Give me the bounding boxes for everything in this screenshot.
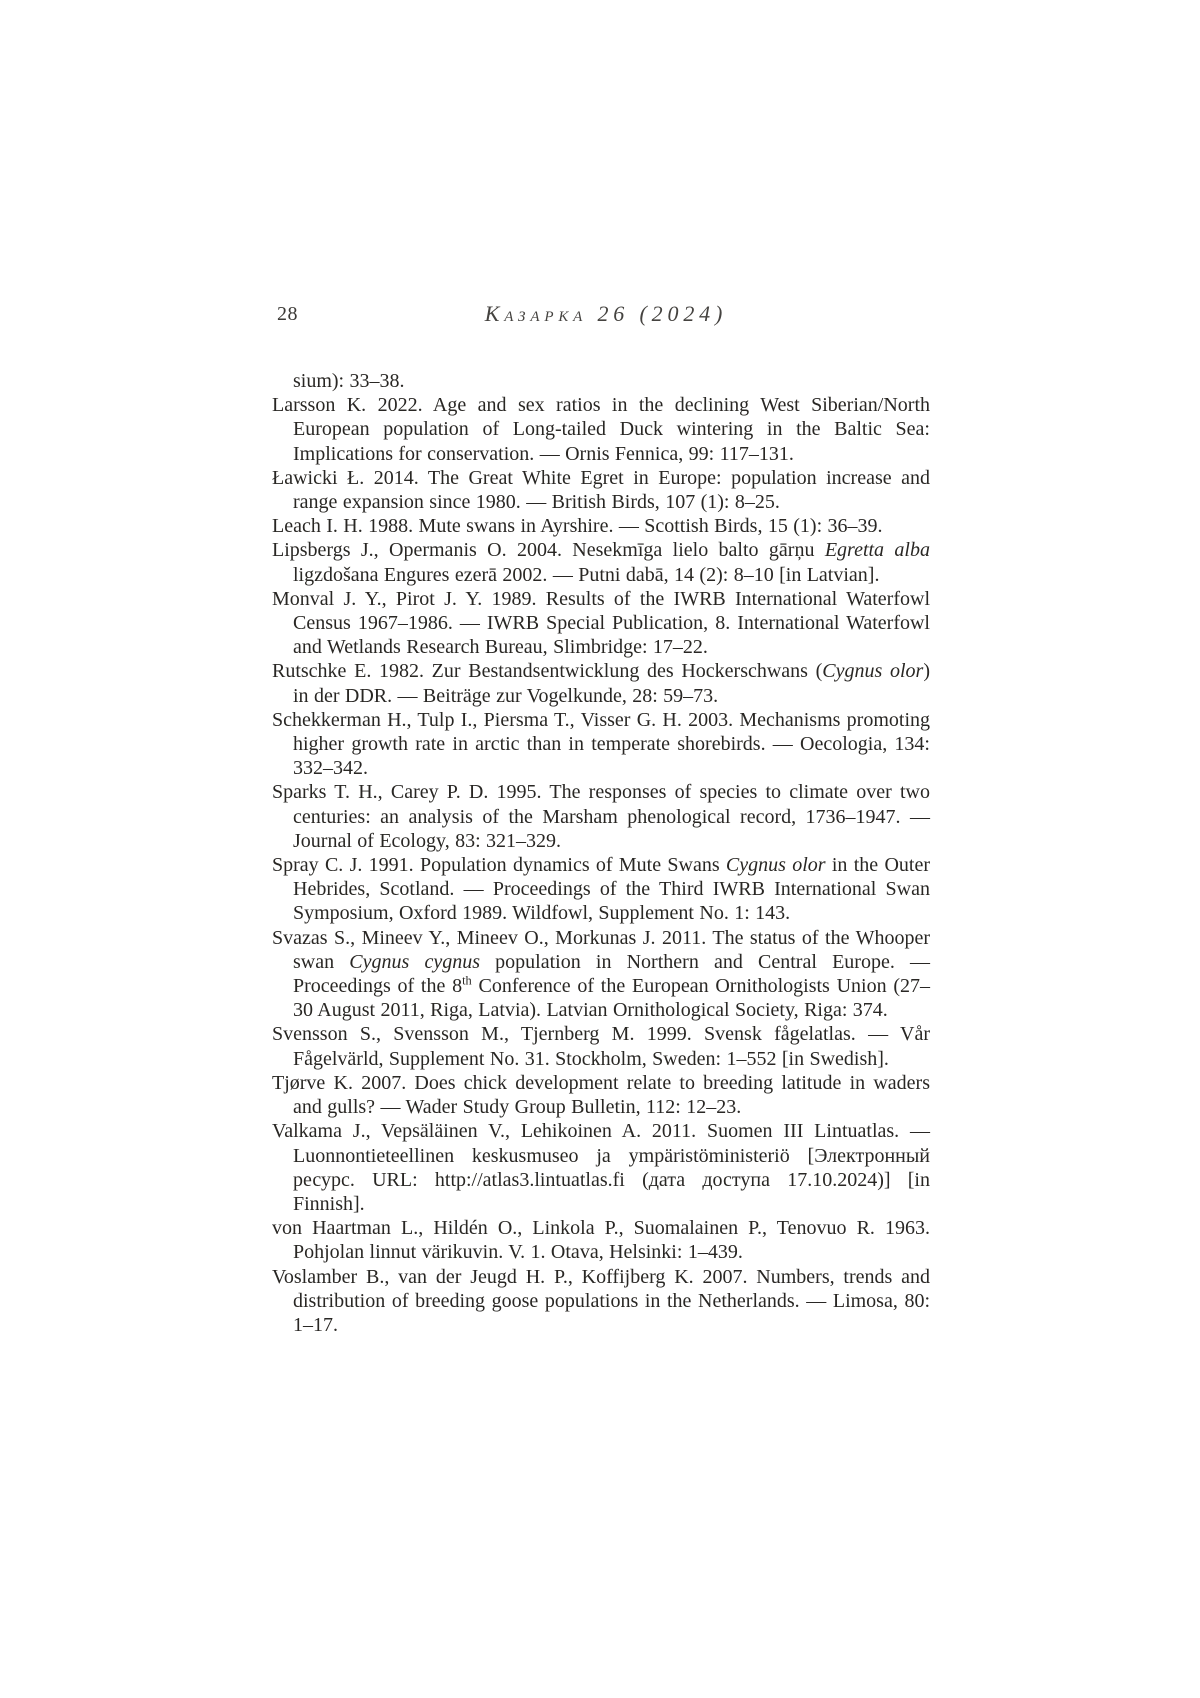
- reference-entry: [272, 780, 930, 853]
- reference-text: Larsson K. 2022. Age and sex ratios in the declining West Siberian/North European population of Long-tailed Duck wintering in the Baltic Sea: Implications for conservation. — Ornis Fennica, 99: 117–131.: [272, 394, 930, 465]
- reference-text: Monval J. Y., Pirot J. Y. 1989. Results of the IWRB International Waterfowl Census 1967–1986. — IWRB Special Publication, 8. International Waterfowl and Wetlands Research Bureau, Slimbridge: 17–22.: [272, 587, 930, 659]
- reference-entry: [272, 514, 930, 538]
- reference-entry: [272, 1071, 930, 1119]
- reference-text: sium): 33–38.: [293, 370, 405, 392]
- reference-text: Schekkerman H., Tulp I., Piersma T., Visser G. H. 2003. Mechanisms promoting higher growth rate in arctic than in temperate shorebirds. — Oecologia, 134: 332–342.: [272, 708, 930, 780]
- journal-running-title: Казарка 26 (2024): [484, 301, 728, 326]
- reference-entry: [272, 1216, 930, 1264]
- running-head: [272, 301, 930, 331]
- reference-entry: [272, 708, 930, 781]
- reference-text: population in Northern and Central Europe. — Proceedings of the 8: [293, 950, 930, 998]
- reference-text: in the Outer Hebrides, Scotland. — Proceedings of the Third IWRB International Swan Symposium, Oxford 1989. Wildfowl, Supplement No. 1: 143.: [293, 854, 930, 925]
- reference-text: ) in der DDR. — Beiträge zur Vogelkunde, 28: 59–73.: [293, 660, 930, 707]
- reference-text: Ławicki Ł. 2014. The Great White Egret in Europe: population increase and range expansion since 1980. — British Birds, 107 (1): 8–25.: [272, 466, 930, 514]
- reference-text: Voslamber B., van der Jeugd H. P., Koffijberg K. 2007. Numbers, trends and distribution of breeding goose populations in the Netherlands. — Limosa, 80: 1–17.: [272, 1265, 930, 1336]
- reference-text: Rutschke E. 1982. Zur Bestandsentwicklung des Hockerschwans (: [272, 660, 823, 683]
- reference-entry: [272, 659, 930, 707]
- reference-entry: [272, 393, 930, 466]
- reference-text: Lipsbergs J., Opermanis O. 2004. Nesekmīga lielo balto gārņu: [272, 539, 825, 562]
- reference-text: Leach I. H. 1988. Mute swans in Ayrshire. — Scottish Birds, 15 (1): 36–39.: [272, 515, 883, 538]
- reference-entry: [272, 853, 930, 926]
- reference-entry: [272, 926, 930, 1023]
- reference-text: Valkama J., Vepsäläinen V., Lehikoinen A. 2011. Suomen III Lintuatlas. — Luonnontieteellinen keskusmuseo ja ympäristöministeriö [Электронный ресурс. URL: http://atlas3.lintuatlas.fi (дата доступа 17.10.2024)] [in Finnish].: [272, 1120, 930, 1215]
- species-name-italic: Cygnus olor: [822, 660, 924, 683]
- reference-entry: [272, 1265, 930, 1338]
- reference-text: von Haartman L., Hildén O., Linkola P., Suomalainen P., Tenovuo R. 1963. Pohjolan linnut värikuvin. V. 1. Otava, Helsinki: 1–439.: [272, 1217, 930, 1264]
- page-number: 28: [277, 303, 298, 325]
- reference-text: Svazas S., Mineev Y., Mineev O., Morkunas J. 2011. The status of the Whooper swan: [272, 926, 930, 973]
- species-name-italic: Cygnus cygnus: [349, 950, 480, 973]
- species-name-italic: Egretta alba: [824, 539, 930, 562]
- reference-text: Svensson S., Svensson M., Tjernberg M. 1999. Svensk fågelatlas. — Vår Fågelvärld, Supplement No. 31. Stockholm, Sweden: 1–552 [in Swedish].: [272, 1023, 930, 1070]
- reference-text: Tjørve K. 2007. Does chick development relate to breeding latitude in waders and gulls? — Wader Study Group Bulletin, 112: 12–23.: [272, 1071, 930, 1119]
- species-name-italic: Cygnus olor: [725, 854, 826, 877]
- reference-text: Sparks T. H., Carey P. D. 1995. The responses of species to climate over two centuries: an analysis of the Marsham phenological record, 1736–1947. — Journal of Ecology, 83: 321–329.: [272, 781, 930, 852]
- reference-entry: [272, 466, 930, 514]
- reference-entry: [272, 538, 930, 586]
- reference-text: Spray C. J. 1991. Population dynamics of Mute Swans: [272, 854, 726, 877]
- reference-entry: [272, 1022, 930, 1070]
- reference-entry: [272, 369, 930, 393]
- ordinal-superscript: th: [462, 973, 472, 988]
- reference-entry: [272, 1119, 930, 1216]
- reference-text: ligzdošana Engures ezerā 2002. — Putni dabā, 14 (2): 8–10 [in Latvian].: [293, 563, 880, 586]
- reference-entry: [272, 587, 930, 660]
- reference-text: Conference of the European Ornithologists Union (27–30 August 2011, Riga, Latvia). Latvian Ornithological Society, Riga: 374.: [293, 975, 930, 1022]
- references-list: [272, 369, 930, 1337]
